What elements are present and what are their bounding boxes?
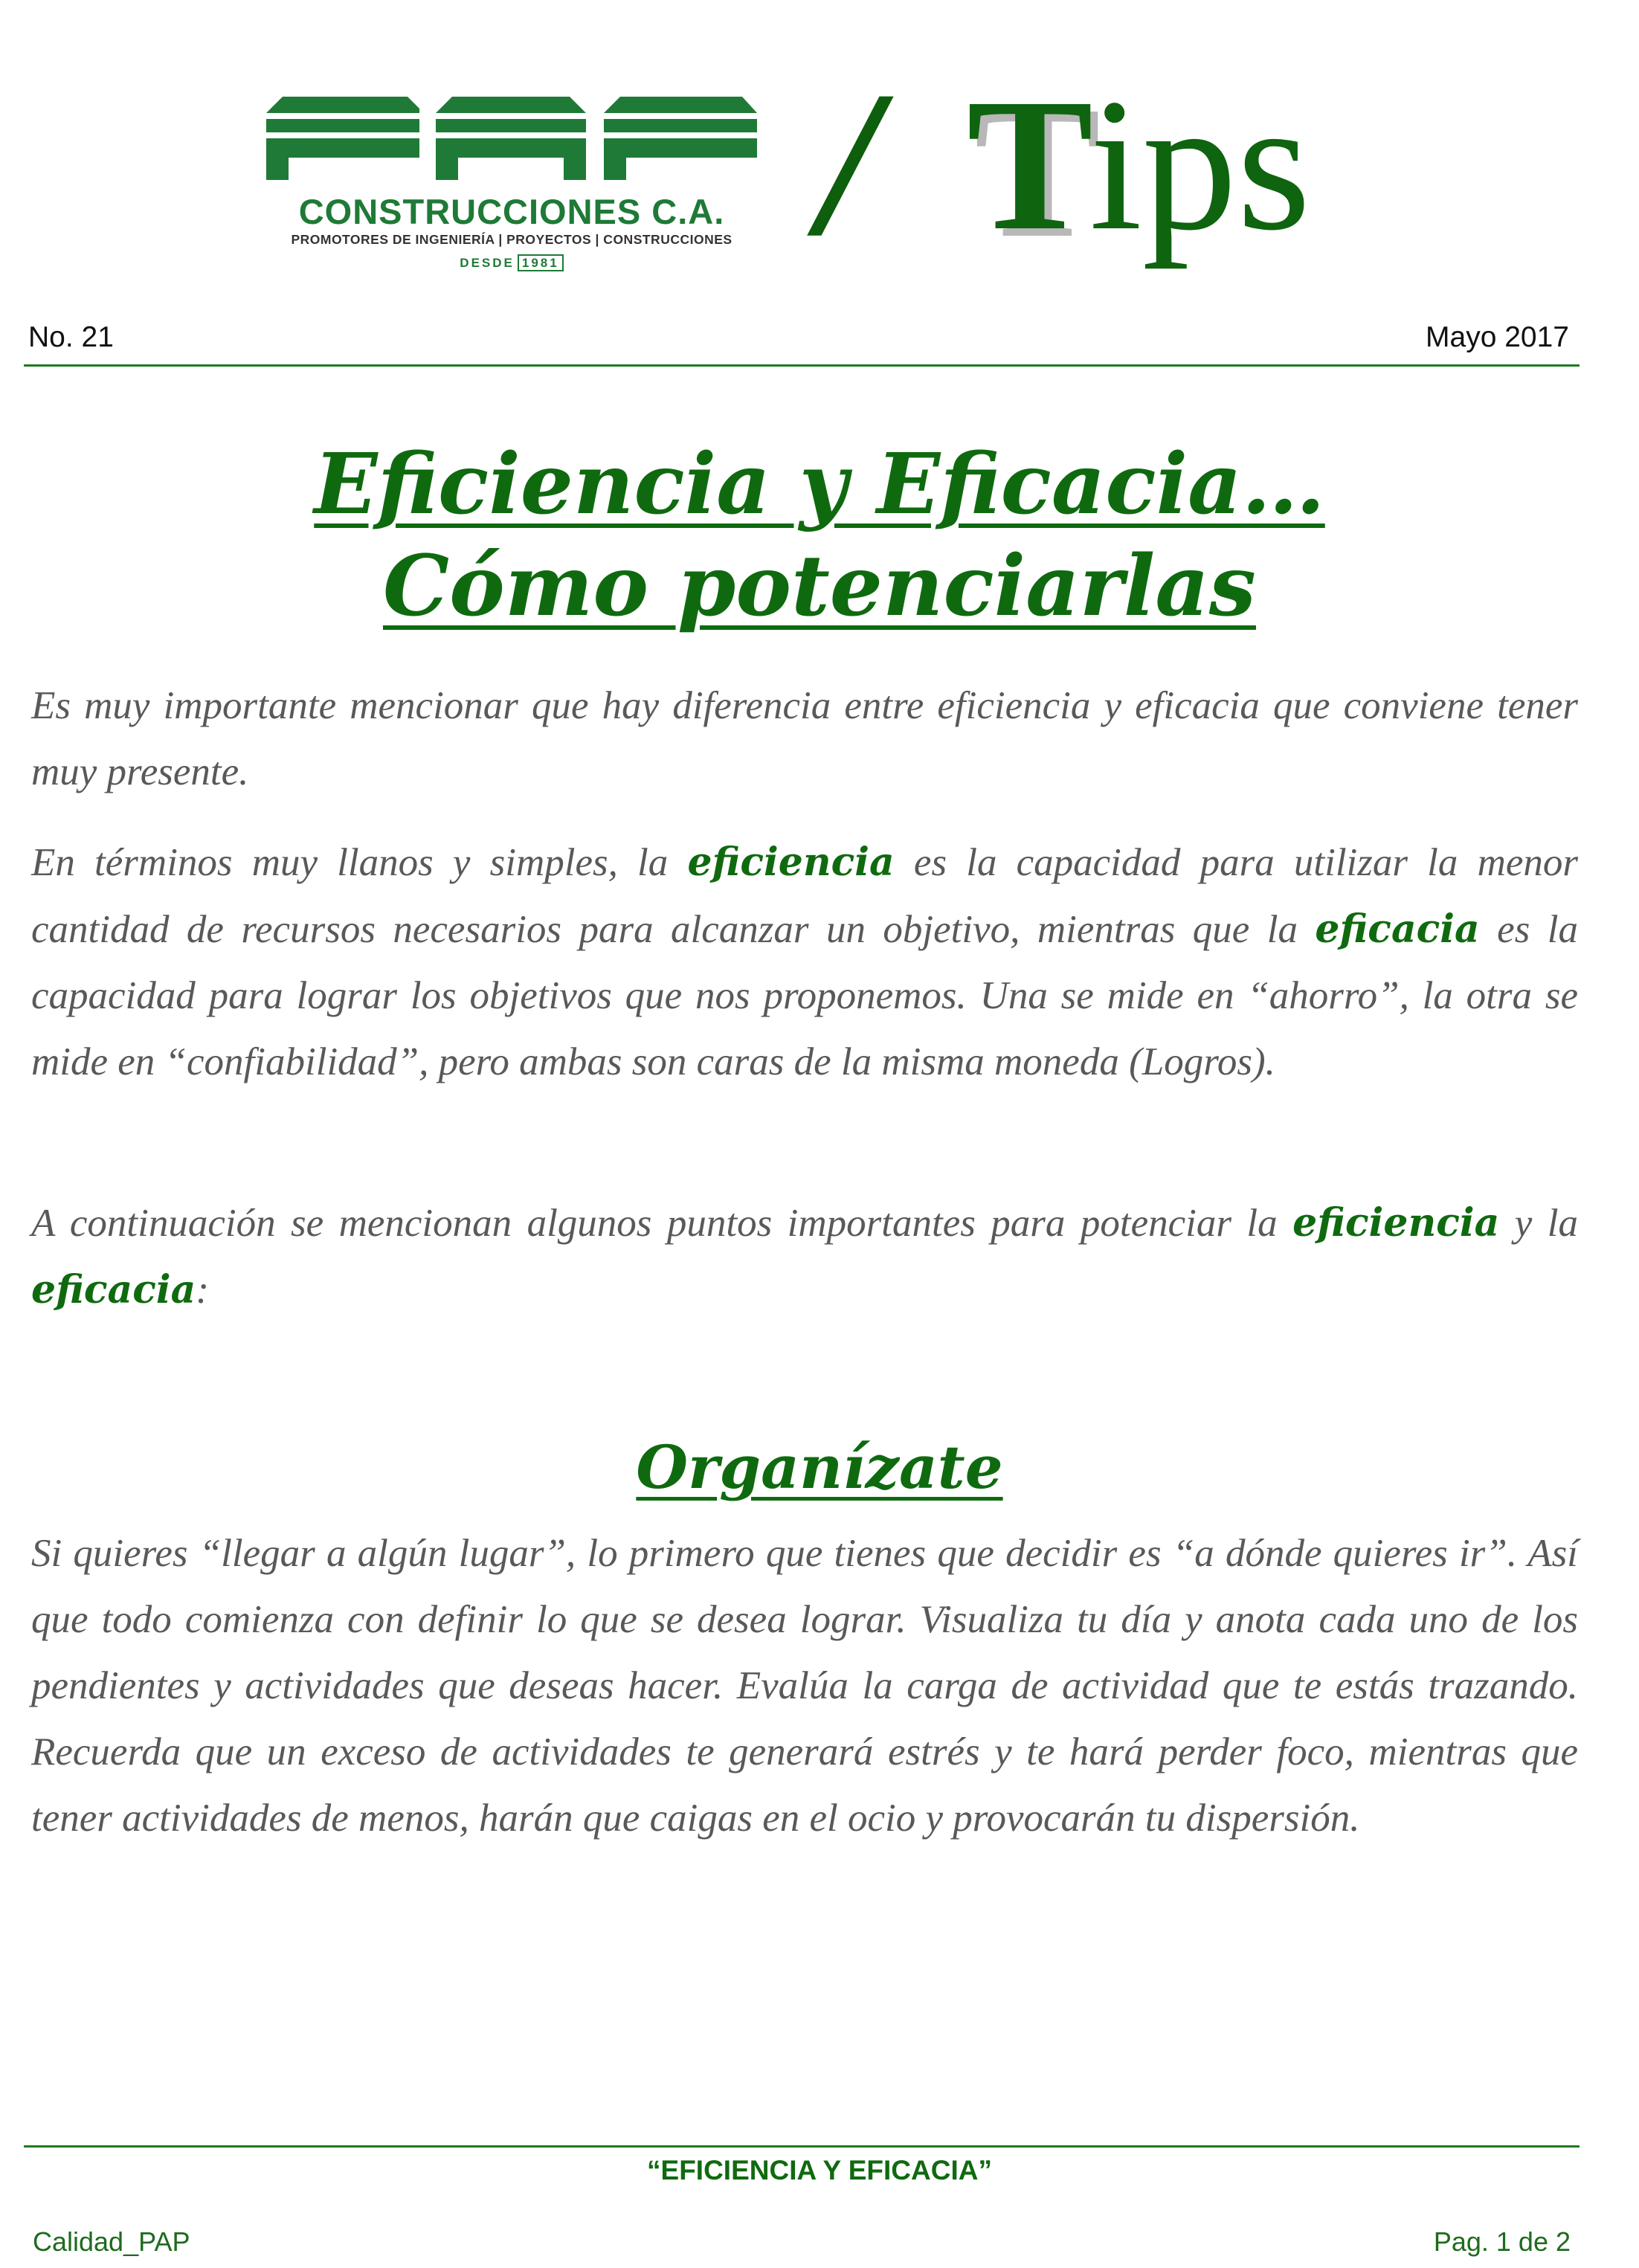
footer-title: “EFICIENCIA Y EFICACIA” — [647, 2155, 992, 2185]
since-label: DESDE — [460, 256, 515, 270]
lead-in-paragraph — [31, 1190, 1578, 1324]
organize-paragraph: Si quieres “llegar a algún lugar”, lo primero que tienes que decidir es “a dónde quieres ir”. Así que todo comienza con definir lo que se desea lograr. Visualiza tu día y anota cada uno de los pendientes y actividades que deseas hacer. Evalúa la carga de actividad que te estás trazando. Recuerda que un exceso de actividades te generará estrés y te hará perder foco, mientras que tener actividades de menos, harán que caigas en el ocio y provocarán tu dispersión. — [31, 1532, 1578, 1840]
header-divider — [24, 364, 1580, 367]
company-since — [266, 256, 757, 271]
company-tagline: PROMOTORES DE INGENIERÍA | PROYECTOS | CONSTRUCCIONES — [291, 232, 732, 247]
tips-initial-letter: T — [967, 60, 1094, 270]
pap-logo-mark — [266, 97, 757, 186]
intro-paragraph: Es muy importante mencionar que hay diferencia entre eficiencia y eficacia que conviene tener muy presente. — [31, 684, 1578, 793]
page-title-line-2: Cómo potenciarlas — [383, 538, 1256, 635]
tips-word-rest: ips — [1089, 60, 1311, 270]
page-title-line-1: Eficiencia y Eficacia… — [314, 436, 1325, 533]
definition-paragraph — [31, 829, 1578, 1095]
text-span: : — [196, 1269, 210, 1312]
tips-slash: / — [801, 48, 901, 279]
text-span: En términos muy llanos y simples, la — [31, 841, 688, 884]
highlight-eficacia: eficacia — [31, 1267, 196, 1312]
highlight-eficacia: eficacia — [1315, 906, 1480, 952]
footer-left-label: Calidad_PAP — [33, 2226, 190, 2257]
text-span: A continuación se mencionan algunos puntos importantes para potenciar la — [31, 1202, 1293, 1245]
section-heading: Organízate — [636, 1432, 1003, 1502]
since-year: 1981 — [518, 254, 564, 271]
issue-date: Mayo 2017 — [1426, 321, 1569, 353]
text-span: y la — [1499, 1202, 1578, 1245]
page-number: Pag. 1 de 2 — [1433, 2226, 1571, 2257]
highlight-eficiencia: eficiencia — [1292, 1200, 1500, 1246]
footer-divider — [24, 2145, 1580, 2148]
highlight-eficiencia: eficiencia — [687, 840, 895, 885]
company-logo — [266, 97, 757, 283]
issue-number: No. 21 — [28, 321, 114, 353]
text-span: es la capacidad para utilizar la menor cantidad de recursos necesarios para alcanzar un objetivo, mientras que la — [31, 841, 1579, 951]
company-name: CONSTRUCCIONES C.A. — [298, 192, 725, 231]
text-span: es la capacidad para lograr los objetivos que nos proponemos. Una se mide en “ahorro”, la otra se mide en “confiabilidad”, pero ambas son caras de la misma moneda (Logros). — [31, 908, 1578, 1083]
